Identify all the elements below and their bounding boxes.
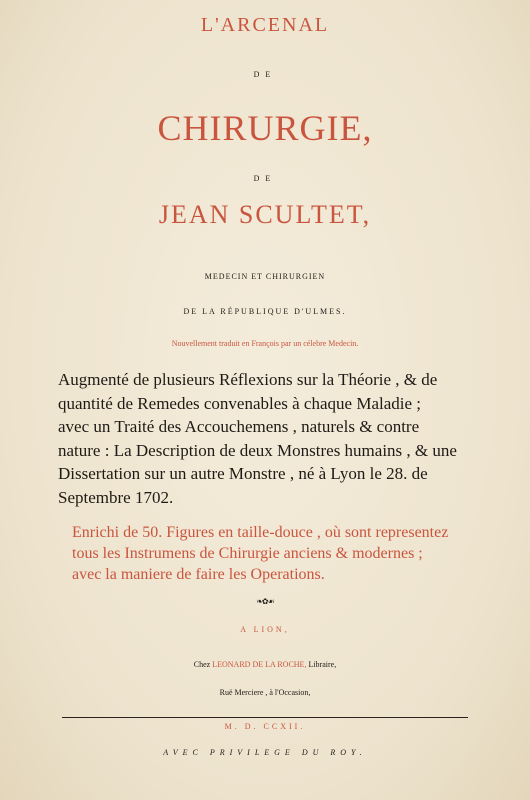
- figures-line: tous les Instrumens de Chirurgie anciens & modernes ;: [72, 545, 423, 562]
- imprint-privilege: AVEC PRIVILEGE DU ROY.: [163, 748, 367, 757]
- imprint-city: A LION,: [240, 625, 290, 634]
- imprint-trade: Libraire,: [308, 660, 337, 669]
- description-line: Dissertation sur un autre Monstre , né à Lyon le 28. de: [58, 464, 428, 483]
- description-line: Augmenté de plusieurs Réflexions sur la Théorie , & de: [58, 370, 438, 389]
- description-line: avec un Traité des Accouchemens , naturels & contre: [58, 417, 420, 436]
- imprint-publisher: LEONARD DE LA ROCHE,: [212, 660, 307, 669]
- title-line-arcenal: L'ARCENAL: [200, 14, 330, 36]
- imprint-address: Ruë Merciere , à l'Occasion,: [219, 688, 311, 697]
- title-line-author: JEAN SCULTET,: [158, 200, 372, 229]
- imprint-chez: Chez: [193, 660, 211, 669]
- figures-paragraph: [72, 522, 502, 585]
- title-line-de: DE: [253, 70, 277, 79]
- subtitle-profession: MEDECIN ET CHIRURGIEN: [204, 272, 326, 281]
- description-line: quantité de Remedes convenables à chaque Maladie ;: [58, 393, 421, 413]
- description-line: Septembre 1702.: [58, 487, 174, 507]
- description-paragraph: [58, 368, 498, 509]
- fleuron-ornament: ❧✿☙: [256, 597, 274, 606]
- subtitle-translation: Nouvellement traduit en François par un célebre Medecin.: [171, 339, 359, 348]
- title-line-chirurgie: CHIRURGIE,: [157, 108, 373, 148]
- subtitle-republic: DE LA RÉPUBLIQUE D'ULMES.: [183, 307, 347, 316]
- imprint-publisher-line: [0, 660, 530, 669]
- figures-line: Enrichi de 50. Figures en taille-douce , où sont representez: [72, 524, 449, 541]
- divider-rule: [62, 717, 468, 718]
- title-line-de-2: DE: [253, 174, 277, 183]
- imprint-year: M. D. CCXII.: [224, 722, 306, 731]
- figures-line: avec la maniere de faire les Operations.: [72, 566, 325, 583]
- description-line: nature : La Description de deux Monstres humains , & une: [58, 440, 457, 460]
